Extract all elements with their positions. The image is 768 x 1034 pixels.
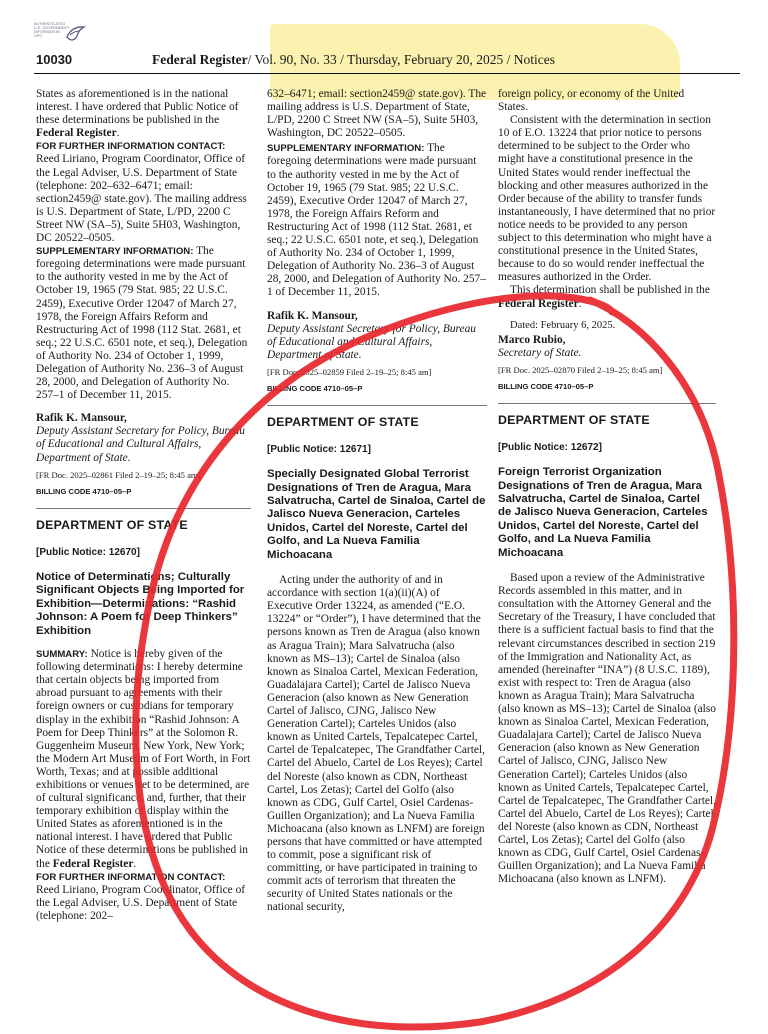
notice-title: Specially Designated Global Terrorist Designations of Tren de Aragua, Mara Salvatrucha, Cartel de Sinaloa, Cartel de Jalisco Nueva Generacion, Carteles Unidos, Cartel del Noreste, Cartel del Golfo, and La Nueva Familia Michoacana [267,468,486,561]
fr-doc-line: [FR Doc. 2025–02859 Filed 2–19–25; 8:45 am] [267,366,432,377]
section-divider [498,403,716,404]
supplementary-label: SUPPLEMENTARY INFORMATION: [36,246,194,258]
public-notice-number: [Public Notice: 12671] [267,444,371,456]
supplementary-section [267,142,487,299]
supplementary-label: SUPPLEMENTARY INFORMATION: [267,143,425,155]
logo-line: INFORMATION [34,30,60,34]
publish-paragraph: This determination shall be published in the Federal Register. [498,284,710,310]
intro-paragraph: States as aforementioned is in the national interest. I have ordered that Public Notice of these determinations be published in the Federal Register. [36,88,239,140]
contact-label: FOR FURTHER INFORMATION CONTACT: [36,871,226,883]
body-paragraph: Based upon a review of the Administrative Records assembled in this matter, and in consultation with the Attorney General and the Secretary of the Treasury, I have concluded that there is a sufficient factual basis to find that the relevant circumstances described in section 219 of the Immigration and Nationality Act, as amended (hereinafter “INA”) (8 U.S.C. 1189), exist with respect to: Tren de Aragua (also known as Aragua Train); Mara Salvatrucha (also known as MS–13); Cartel de Sinaloa (also known as Sinaloa Cartel, Mexican Federation, Guadalajara Cartel); Cartel de Jalisco Nueva Generacion (also known as New Generation Cartel of Jalisco, CJNG, Jalisco New Generation Cartel); Carteles Unidos (also known as United Cartels, Tepalcatepec Cartel, Cartel de Tepalcatepec, The Grandfather Cartel, Cartel del Abuelo, Cartel de Los Reyes); Cartel del Noreste (also known as CDN, Northeast Cartel, Los Zetas); Cartel del Golfo (also known as CDG, Gulf Cartel, Osiel Cardenas-Guillen Organization); and La Nueva Familia Michoacana (also known as LNFM). [498,572,716,886]
department-heading: DEPARTMENT OF STATE [498,413,650,428]
column-1 [36,88,251,923]
department-heading: DEPARTMENT OF STATE [36,517,188,532]
notice-title: Foreign Terrorist Organization Designations of Tren de Aragua, Mara Salvatrucha, Cartel de Sinaloa, Cartel de Jalisco Nueva Generacion, Carteles Unidos, Cartel del Noreste, Cartel del Golfo, and La Nueva Familia Michoacana [498,466,708,559]
logo-line: U.S. GOVERNMENT [34,26,70,30]
summary-label: SUMMARY: [36,649,88,661]
eagle-icon [64,23,86,45]
department-heading: DEPARTMENT OF STATE [267,415,419,430]
billing-code: BILLING CODE 4710–05–P [267,383,363,393]
logo-line: GPO [34,34,43,38]
billing-code: BILLING CODE 4710–05–P [498,381,594,391]
contact-label: FOR FURTHER INFORMATION CONTACT: [36,141,226,153]
public-notice-number: [Public Notice: 12670] [36,546,140,558]
body-paragraph: Acting under the authority of and in accordance with section 1(a)(ii)(A) of Executive Order 13224, as amended (“E.O. 13224” or “Order”), I have determined that the persons known as Tren de Aragua (also known as Aragua Train); Mara Salvatrucha (also known as MS–13); Cartel de Sinaloa (also known as Sinaloa Cartel, Mexican Federation, Guadalajara Cartel); Cartel de Jalisco Nueva Generacion (also known as New Generation Cartel of Jalisco, CJNG, Jalisco New Generation Cartel); Carteles Unidos (also known as United Cartels, Tepalcatepec Cartel, Cartel de Tepalcatepec, The Grandfather Cartel, Cartel del Abuelo, Cartel de Los Reyes); Cartel del Noreste (also known as CDN, Northeast Cartel, Los Zetas); Cartel del Golfo (also known as CDG, Gulf Cartel, Osiel Cardenas-Guillen Organization); and La Nueva Familia Michoacana (also known as LNFM) are foreign persons that have committed or have attempted to commit, pose a significant risk of committing, or have participated in training to commit acts of terrorism that threaten the security of United States nationals or the national security, [267,574,485,914]
header-rule [34,73,740,74]
signer-title: Deputy Assistant Secretary for Policy, Bureau of Educational and Cultural Affairs, Department of State. [267,322,477,361]
page-number: 10030 [36,52,73,67]
section-divider [36,508,251,509]
running-head [152,52,555,68]
summary-text: Notice is hereby given of the following determinations: I hereby determine that certain objects being imported from abroad pursuant to agreements with their foreign owners or custodians for temporary display in the exhibition “Rashid Johnson: A Poem for Deep Thinkers” at the Solomon R. Guggenheim Museum, New York, New York; the Modern Art Museum of Fort Worth, in Fort Worth, Texas; and at possible additional exhibitions or venues yet to be determined, are of cultural significance, and, further, that their temporary exhibition or display within the United States as aforementioned is in the national interest. I have ordered that Public Notice of these determinations be published in the [36,648,251,870]
supplementary-text: The foregoing determinations were made pursuant to the authority vested in me by the Act of October 19, 1965 (79 Stat. 985; 22 U.S.C. 2459), Executive Order 12047 of March 27, 1978, the Foreign Affairs Reform and Restructuring Act of 1998 (112 Stat. 2681, et seq.; 22 U.S.C. 6501 note, et seq.), Delegation of Authority No. 234 of October 1, 1999, Delegation of Authority No. 236–3 of August 28, 2000, and Delegation of Authority No. 257–1 of December 11, 2015. [267,142,486,299]
signer-title: Deputy Assistant Secretary for Policy, Bureau of Educational and Cultural Affairs, Department of State. [36,425,246,464]
contact-continuation: 632–6471; email: section2459@ state.gov). The mailing address is U.S. Department of State, L/PD, 2200 C Street NW (SA–5), Suite 5H03, Washington, DC 20522–0505. [267,88,487,140]
public-notice-number: [Public Notice: 12672] [498,442,602,454]
signer-name: Marco Rubio, [498,333,566,346]
contact-section [36,140,251,245]
contact-text: Reed Liriano, Program Coordinator, Office of the Legal Adviser, U.S. Department of State (telephone: 202–632–6471; email: section2459@ state.gov). The mailing address is U.S. Department of State, L/PD, 2200 C Street NW (SA–5), Suite 5H03, Washington, DC 20522–0505. [36,153,247,245]
column-2 [267,88,487,915]
consistent-paragraph: Consistent with the determination in section 10 of E.O. 13224 that prior notice to persons determined to be subject to the Order who might have a constitutional presence in the United States would render ineffectual the blocking and other measures authorized in the Order because of the ability to transfer funds instantaneously, I have determined that no prior notice needs to be provided to any person subject to this determination who might have a constitutional presence in the United States, because to do so would render ineffectual the measures authorized in the Order. [498,114,716,284]
signer-name: Rafik K. Mansour, [267,309,358,322]
section-divider [267,405,487,406]
supplementary-section [36,245,251,402]
column-3 [498,88,716,886]
fr-doc-line: [FR Doc. 2025–02870 Filed 2–19–25; 8:45 am] [498,364,663,375]
signer-name: Rafik K. Mansour, [36,412,127,425]
supplementary-text: The foregoing determinations were made pursuant to the authority vested in me by the Act of October 19, 1965 (79 Stat. 985; 22 U.S.C. 2459), Executive Order 12047 of March 27, 1978, the Foreign Affairs Reform and Restructuring Act of 1998 (112 Stat. 2681, et seq.; 22 U.S.C. 6501 note, et seq.), Delegation of Authority No. 234 of October 1, 1999, Delegation of Authority No. 236–3 of August 28, 2000, and Delegation of Authority No. 257–1 of December 11, 2015. [36,245,248,402]
contact-text: Reed Liriano, Program Coordinator, Office of the Legal Adviser, U.S. Department of State (telephone: 202– [36,883,246,922]
issue-info: / Vol. 90, No. 33 / Thursday, February 20, 2025 / Notices [247,52,555,67]
summary-section: SUMMARY: Notice is hereby given of the following determinations: I hereby determine that certain objects being imported from abroad pursuant to agreements with their foreign owners or custodians for temporary display in the exhibition “Rashid Johnson: A Poem for Deep Thinkers” at the Solomon R. Guggenheim Museum, New York, New York; the Modern Art Museum of Fort Worth, in Fort Worth, Texas; and at possible additional exhibitions or venues yet to be determined, are of cultural significance, and, further, that their temporary exhibition or display within the United States as aforementioned is in the national interest. I have ordered that Public Notice of these determinations be published in the Federal Register. [36,648,251,870]
notice-title: Notice of Determinations; Culturally Significant Objects Being Imported for Exhibition—Determinations: “Rashid Johnson: A Poem for Deep Thinkers” Exhibition [36,571,245,637]
contact-section-2 [36,871,251,923]
gpo-authenticated-logo [34,22,90,50]
fr-doc-line: [FR Doc. 2025–02861 Filed 2–19–25; 8:45 am] [36,469,201,480]
billing-code: BILLING CODE 4710–05–P [36,486,132,496]
publication-name: Federal Register [152,52,248,67]
signer-title: Secretary of State. [498,346,582,359]
continuation-text: foreign policy, or economy of the United States. [498,88,685,114]
dated-line: Dated: February 6, 2025. [510,319,616,331]
logo-line: AUTHENTICATED [34,22,66,26]
